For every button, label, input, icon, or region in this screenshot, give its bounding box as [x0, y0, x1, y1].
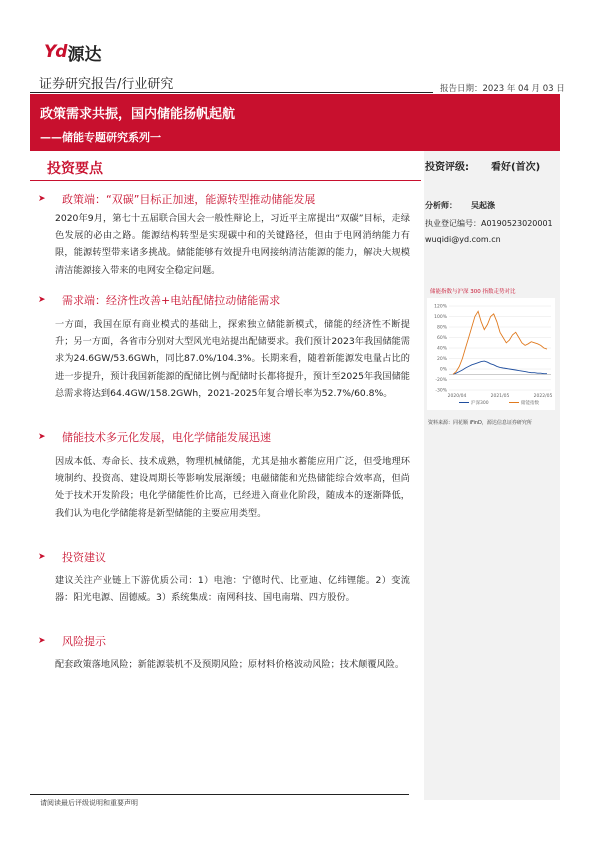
- report-date: 报告日期：2023 年 04 月 03 日: [440, 84, 565, 94]
- rating-label: 投资评级:: [425, 162, 469, 173]
- y-tick-label: 40%: [436, 346, 447, 352]
- section-heading-advice: [38, 549, 106, 565]
- report-title: 政策需求共振，国内储能扬帆起航: [40, 107, 236, 122]
- section-heading-technology: [38, 429, 271, 445]
- analyst-name: 吴起涤: [471, 201, 495, 210]
- section-body-advice: 建议关注产业链上下游优质公司：1）电池：宁德时代、比亚迪、亿纬锂能。2）变流器：阳光电源、固德威。3）系统集成：南网科技、国电南瑞、四方股份。: [55, 575, 410, 604]
- section-heading-policy: [38, 191, 315, 207]
- footer-note: 请阅读最后评级说明和重要声明: [40, 799, 138, 807]
- section-body-technology: 因成本低、寿命长、技术成熟，物理机械储能，尤其是抽水蓄能应用广泛，但受地理环境制约、投资高、建设周期长等影响发展渐缓；电磁储能和光热储能综合效率高，但尚处于技术开发阶段；电化学储能性价比高，已经进入商业化阶段，随成本的逐渐降低，我们认为电化学储能将是新型储能的主要应用类型。: [55, 456, 410, 519]
- logo-text: 源达: [67, 44, 102, 65]
- y-tick-label: 80%: [436, 325, 447, 331]
- y-tick-label: 20%: [436, 357, 447, 362]
- analyst-email[interactable]: wuqidi@yd.com.cn: [425, 235, 501, 244]
- y-tick-label: -30%: [435, 388, 447, 394]
- x-tick-label: 2020/04: [447, 394, 467, 399]
- section-heading-text: 政策端：“双碳”目标正加速，能源转型推动储能发展: [62, 193, 316, 206]
- chevron-right-icon: ➤: [38, 636, 46, 646]
- y-tick-label: 60%: [436, 336, 447, 341]
- sidebar: [424, 151, 560, 800]
- chart-title: 储能指数与沪深 300 指数走势对比: [430, 289, 516, 295]
- section-body-demand: 一方面，我国在原有商业模式的基础上，探索独立储能新模式，储能的经济性不断提升；另一方面，各省市分别对大型风光电站提出配储要求。我们预计2023年我国储能需求为24.6GW/53.6GWh，同比87.0%/104.3%。长期来看，随着新能源发电量占比的进一步提升，预计我国新能源的配储比例与配储时长都将提升，预计至2025年我国储能总需求将达到64.4GW/158.2GWh，2021-2025年复合增长率为52.7%/60.8%。: [55, 319, 410, 399]
- x-tick-label: 2022/05: [533, 394, 553, 399]
- chevron-right-icon: ➤: [38, 552, 46, 562]
- y-tick-label: 120%: [434, 304, 447, 310]
- chevron-right-icon: ➤: [38, 194, 46, 204]
- company-logo: [44, 40, 101, 64]
- index-comparison-chart: [427, 298, 555, 410]
- chevron-right-icon: ➤: [38, 432, 46, 442]
- y-tick-label: 0%: [439, 367, 447, 373]
- section-body-risk: 配套政策落地风险；新能源装机不及预期风险；原材料价格波动风险；技术颠覆风险。: [55, 659, 405, 670]
- header-divider: [30, 92, 433, 93]
- chart-source: 资料来源：同花顺 iFinD，源达信息证券研究所: [428, 420, 532, 426]
- section-heading-demand: [38, 292, 280, 308]
- logo-mark: Yd: [44, 42, 67, 62]
- legend-label: 沪深300: [471, 401, 489, 406]
- footer-divider: [30, 794, 409, 795]
- section-heading-text: 需求端：经济性改善+电站配储拉动储能需求: [62, 294, 281, 307]
- report-type: 证券研究报告/行业研究: [39, 77, 174, 92]
- section-heading-text: 投资建议: [62, 551, 106, 564]
- section-heading-text: 储能技术多元化发展，电化学储能发展迅速: [62, 431, 271, 444]
- rating-value: 看好(首次): [491, 162, 541, 173]
- summary-title: 投资要点: [47, 161, 103, 177]
- analyst-label: 分析师：: [425, 201, 457, 210]
- section-heading-risk: [38, 633, 106, 649]
- chevron-right-icon: ➤: [38, 295, 46, 305]
- y-tick-label: 100%: [434, 315, 447, 320]
- section-body-policy: 2020年9月，第七十五届联合国大会一般性辩论上，习近平主席提出“双碳”目标，走绿色发展的必由之路。能源结构转型是实现碳中和的关键路径，但由于电网消纳能力有限，能源转型带来诸多挑战。储能能够有效提升电网接纳清洁能源的能力，解决大规模清洁能源接入带来的电网安全稳定问题。: [55, 213, 410, 276]
- legend-label: 储能指数: [521, 401, 539, 406]
- report-subtitle: ——储能专题研究系列一: [40, 131, 161, 144]
- summary-divider: [30, 180, 421, 181]
- section-heading-text: 风险提示: [62, 635, 106, 648]
- x-tick-label: 2021/05: [490, 394, 510, 399]
- analyst-registration: 执业登记编号：A0190523020001: [425, 219, 553, 228]
- y-tick-label: -20%: [435, 378, 447, 383]
